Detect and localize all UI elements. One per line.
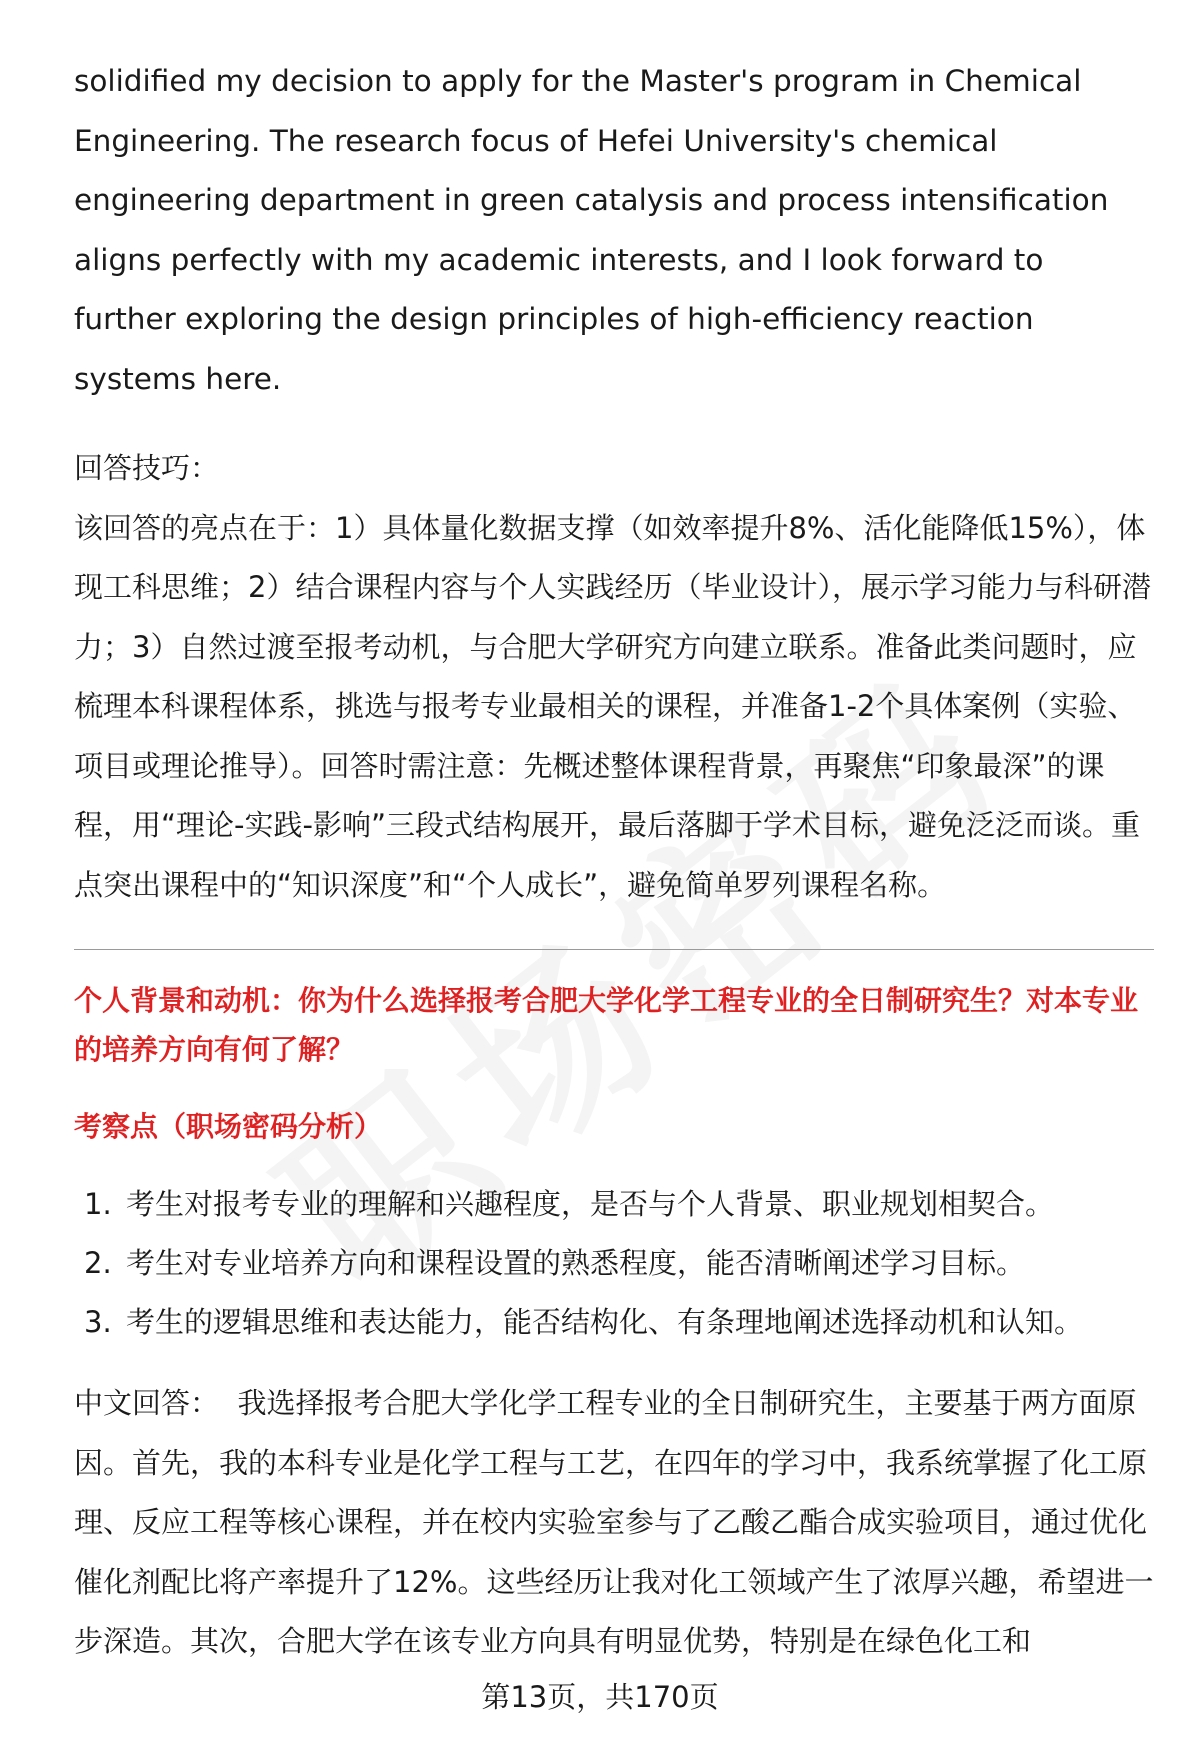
question-title: 个人背景和动机：你为什么选择报考合肥大学化学工程专业的全日制研究生？对本专业的培养方向有何了解？ (74, 984, 1139, 1066)
list-item (74, 1234, 1154, 1293)
assessment-points-heading: 考察点（职场密码分析） (74, 1110, 383, 1143)
page-number-footer: 第13页，共170页 (481, 1680, 719, 1714)
english-answer-paragraph: solidified my decision to apply for the Master's program in Chemical Engineering. The research focus of Hefei University's chemical engineering department in green catalysis and process intensification aligns perfectly with my academic interests, and I look forward to further exploring the design principles of high-efficiency reaction systems here. (74, 64, 1109, 396)
section-divider (74, 949, 1154, 950)
list-item-number: 2. (84, 1246, 112, 1280)
list-item-number: 3. (84, 1305, 112, 1339)
list-item (74, 1175, 1154, 1234)
chinese-answer-label: 中文回答： (74, 1386, 220, 1420)
list-item-number: 1. (84, 1187, 112, 1221)
assessment-points-list (74, 1175, 1154, 1352)
list-item-text: 考生的逻辑思维和表达能力，能否结构化、有条理地阐述选择动机和认知。 (126, 1305, 1084, 1339)
chinese-answer (74, 1374, 1154, 1672)
list-item (74, 1293, 1154, 1352)
tips-label: 回答技巧： (74, 451, 220, 485)
document-page (74, 52, 1154, 1672)
list-item-text: 考生对报考专业的理解和兴趣程度，是否与个人背景、职业规划相契合。 (126, 1187, 1055, 1221)
tips-body: 该回答的亮点在于：1）具体量化数据支撑（如效率提升8%、活化能降低15%），体现工科思维；2）结合课程内容与个人实践经历（毕业设计），展示学习能力与科研潜力；3）自然过渡至报考动机，与合肥大学研究方向建立联系。准备此类问题时，应梳理本科课程体系，挑选与报考专业最相关的课程，并准备1-2个具体案例（实验、项目或理论推导）。回答时需注意：先概述整体课程背景，再聚焦“印象最深”的课程，用“理论-实践-影响”三段式结构展开，最后落脚于学术目标，避免泛泛而谈。重点突出课程中的“知识深度”和“个人成长”，避免简单罗列课程名称。 (74, 510, 1151, 902)
list-item-text: 考生对专业培养方向和课程设置的熟悉程度，能否清晰阐述学习目标。 (126, 1246, 1026, 1280)
chinese-answer-text: 我选择报考合肥大学化学工程专业的全日制研究生，主要基于两方面原因。首先，我的本科专业是化学工程与工艺，在四年的学习中，我系统掌握了化工原理、反应工程等核心课程，并在校内实验室参与了乙酸乙酯合成实验项目，通过优化催化剂配比将产率提升了12%。这些经历让我对化工领域产生了浓厚兴趣，希望进一步深造。其次，合肥大学在该专业方向具有明显优势，特别是在绿色化工和 (74, 1386, 1154, 1658)
